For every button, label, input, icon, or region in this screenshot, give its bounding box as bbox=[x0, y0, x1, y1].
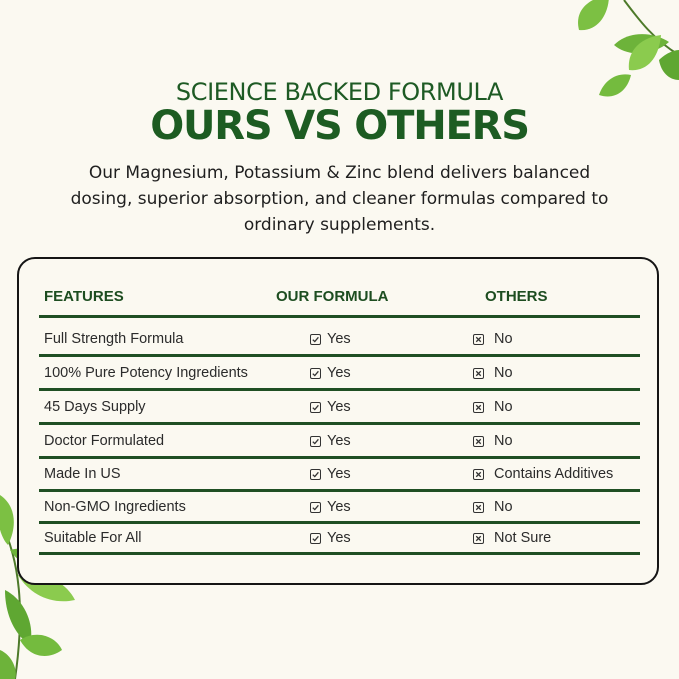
table-row-divider bbox=[39, 552, 640, 555]
x-box-icon bbox=[473, 436, 484, 447]
x-box-icon bbox=[473, 368, 484, 379]
table-row-divider bbox=[39, 521, 640, 524]
feature-cell: Made In US bbox=[44, 466, 121, 482]
our-formula-cell: Yes bbox=[327, 466, 351, 482]
feature-cell: 45 Days Supply bbox=[44, 399, 146, 415]
subtitle-line: Our Magnesium, Potassium & Zinc blend delivers balanced bbox=[88, 163, 591, 183]
check-box-icon bbox=[310, 436, 321, 447]
our-formula-cell: Yes bbox=[327, 365, 351, 381]
feature-cell: Suitable For All bbox=[44, 530, 142, 546]
others-cell: Contains Additives bbox=[494, 466, 614, 482]
others-cell: No bbox=[494, 365, 513, 381]
x-box-icon bbox=[473, 469, 484, 480]
our-formula-cell: Yes bbox=[327, 399, 351, 415]
table-row-divider bbox=[39, 354, 640, 357]
our-formula-cell: Yes bbox=[327, 530, 351, 546]
kicker-heading: SCIENCE BACKED FORMULA bbox=[175, 78, 504, 106]
table-row-divider bbox=[39, 388, 640, 391]
feature-cell: 100% Pure Potency Ingredients bbox=[44, 365, 248, 381]
others-cell: No bbox=[494, 399, 513, 415]
x-box-icon bbox=[473, 334, 484, 345]
our-formula-cell: Yes bbox=[327, 499, 351, 515]
subtitle-line: dosing, superior absorption, and cleaner formulas compared to bbox=[70, 189, 609, 209]
x-box-icon bbox=[473, 533, 484, 544]
check-box-icon bbox=[310, 334, 321, 345]
table-row-divider bbox=[39, 456, 640, 459]
check-box-icon bbox=[310, 469, 321, 480]
our-formula-cell: Yes bbox=[327, 331, 351, 347]
check-box-icon bbox=[310, 402, 321, 413]
others-cell: No bbox=[494, 433, 513, 449]
column-header-features: FEATURES bbox=[44, 288, 124, 305]
our-formula-cell: Yes bbox=[327, 433, 351, 449]
check-box-icon bbox=[310, 368, 321, 379]
check-box-icon bbox=[310, 502, 321, 513]
check-box-icon bbox=[310, 533, 321, 544]
page-title: OURS VS OTHERS bbox=[150, 103, 529, 149]
x-box-icon bbox=[473, 502, 484, 513]
x-box-icon bbox=[473, 402, 484, 413]
table-row-divider bbox=[39, 315, 640, 318]
feature-cell: Full Strength Formula bbox=[44, 331, 184, 347]
others-cell: No bbox=[494, 331, 513, 347]
table-row-divider bbox=[39, 422, 640, 425]
others-cell: No bbox=[494, 499, 513, 515]
subtitle bbox=[30, 160, 649, 238]
table-row-divider bbox=[39, 489, 640, 492]
feature-cell: Doctor Formulated bbox=[44, 433, 165, 449]
column-header-others: OTHERS bbox=[485, 288, 548, 305]
subtitle-line: ordinary supplements. bbox=[243, 215, 436, 235]
others-cell: Not Sure bbox=[494, 530, 552, 546]
feature-cell: Non-GMO Ingredients bbox=[44, 499, 186, 515]
column-header-our-formula: OUR FORMULA bbox=[276, 288, 389, 305]
